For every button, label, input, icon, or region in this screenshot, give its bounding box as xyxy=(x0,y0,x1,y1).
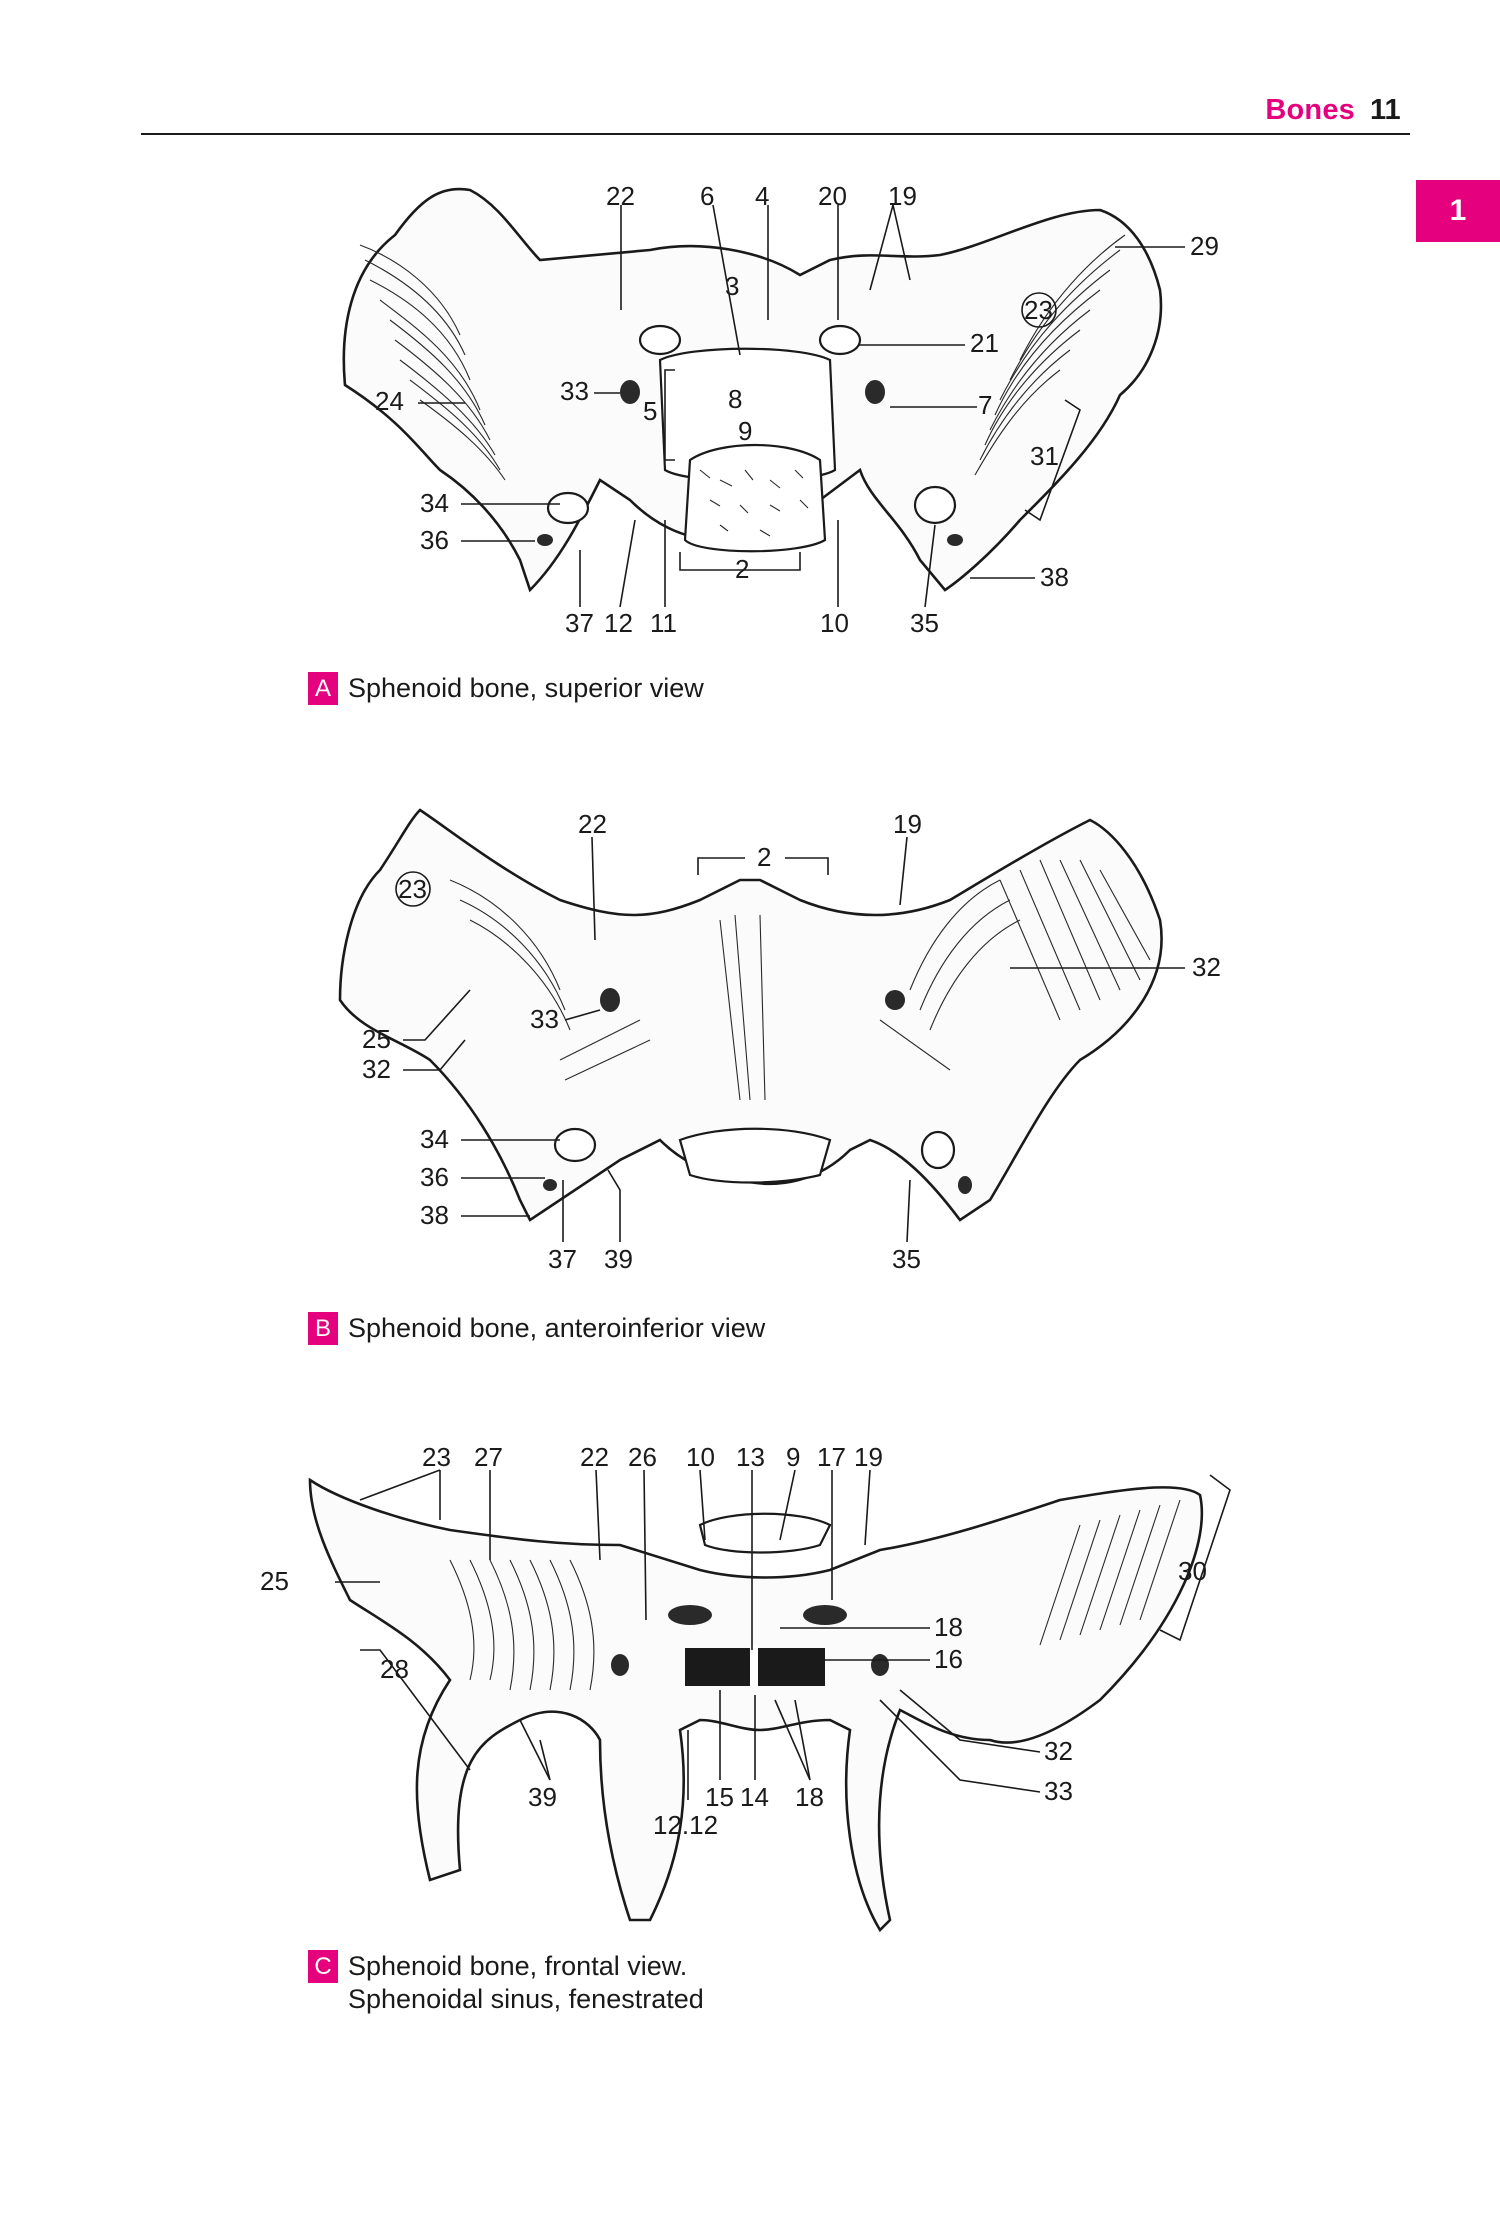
figure-c-label: 28 xyxy=(380,1654,409,1684)
figure-a-label: 37 xyxy=(565,608,594,638)
figure-c-label: 30 xyxy=(1178,1556,1207,1586)
figure-b-label: 34 xyxy=(420,1124,449,1154)
figure-b-label: 35 xyxy=(892,1244,921,1274)
figure-c-label: 12.12 xyxy=(653,1810,719,1840)
figure-c-label: 25 xyxy=(260,1566,289,1596)
figure-a-label: 34 xyxy=(420,488,449,518)
figure-b-label: 32 xyxy=(362,1054,391,1084)
figure-b-label: 33 xyxy=(530,1004,559,1034)
figure-c-label: 23 xyxy=(422,1442,451,1472)
figure-b-label: 32 xyxy=(1192,952,1221,982)
figure-a-label: 12 xyxy=(604,608,633,638)
figure-a-label: 21 xyxy=(970,328,999,358)
figure-a-label: 9 xyxy=(738,416,753,446)
figure-c-label: 18 xyxy=(934,1612,963,1642)
figure-c-label: 14 xyxy=(740,1782,769,1812)
figure-a-label: 38 xyxy=(1040,562,1069,592)
figure-a-label: 8 xyxy=(728,384,743,414)
figure-c-label: 15 xyxy=(705,1782,734,1812)
figure-a-label: 4 xyxy=(755,181,770,211)
figure-c-label: 16 xyxy=(934,1644,963,1674)
figure-c-label: 18 xyxy=(795,1782,824,1812)
figure-a-label: 10 xyxy=(820,608,849,638)
figure-a-label: 6 xyxy=(700,181,715,211)
figure-c-label: 33 xyxy=(1044,1776,1073,1806)
chapter-tab[interactable]: 1 xyxy=(1416,180,1500,242)
figure-a-label: 5 xyxy=(643,396,658,426)
figure-b-label: 36 xyxy=(420,1162,449,1192)
figure-c-label: 32 xyxy=(1044,1736,1073,1766)
caption-text: Sphenoid bone, frontal view. Sphenoidal sinus, fenestrated xyxy=(348,1951,704,2014)
figure-a-label: 3 xyxy=(725,271,740,301)
figure-b-label: 38 xyxy=(420,1200,449,1230)
figure-a-label: 7 xyxy=(978,390,993,420)
figure-letter-badge: C xyxy=(308,1950,338,1983)
figure-b-label: 23 xyxy=(398,874,427,904)
figure-a-label: 31 xyxy=(1030,441,1059,471)
figure-b-label: 22 xyxy=(578,809,607,839)
figure-a-label: 23 xyxy=(1024,295,1053,325)
figure-a-label: 22 xyxy=(606,181,635,211)
figure-c-caption xyxy=(308,1950,704,2016)
figure-b-label: 37 xyxy=(548,1244,577,1274)
figure-a-label: 24 xyxy=(375,386,404,416)
section-title: Bones xyxy=(1265,94,1355,126)
figure-a-label: 11 xyxy=(650,608,677,638)
caption-text: Sphenoid bone, superior view xyxy=(348,673,704,703)
figure-letter-badge: B xyxy=(308,1312,338,1345)
figure-c-label: 22 xyxy=(580,1442,609,1472)
figure-a-label: 2 xyxy=(735,554,750,584)
figure-b-label: 19 xyxy=(893,809,922,839)
figure-a-label: 20 xyxy=(818,181,847,211)
figure-c-label: 26 xyxy=(628,1442,657,1472)
figure-c-label: 19 xyxy=(854,1442,883,1472)
figure-a-label: 35 xyxy=(910,608,939,638)
caption-text: Sphenoid bone, anteroinferior view xyxy=(348,1313,766,1343)
figure-c-label: 27 xyxy=(474,1442,503,1472)
figure-c-label: 9 xyxy=(786,1442,801,1472)
figure-c-label: 17 xyxy=(817,1442,846,1472)
sinus-septum xyxy=(750,1646,758,1688)
figure-a-label: 33 xyxy=(560,376,589,406)
figure-a-label: 29 xyxy=(1190,231,1219,261)
figure-a-label: 36 xyxy=(420,525,449,555)
page-number: 11 xyxy=(1370,94,1401,126)
figure-c-label: 39 xyxy=(528,1782,557,1812)
figure-letter-badge: A xyxy=(308,672,338,705)
figure-a-label: 19 xyxy=(888,181,917,211)
figure-b-label: 39 xyxy=(604,1244,633,1274)
figure-b-label: 25 xyxy=(362,1024,391,1054)
figure-c-label: 13 xyxy=(736,1442,765,1472)
figure-c-label: 10 xyxy=(686,1442,715,1472)
figure-b-label: 2 xyxy=(757,842,772,872)
